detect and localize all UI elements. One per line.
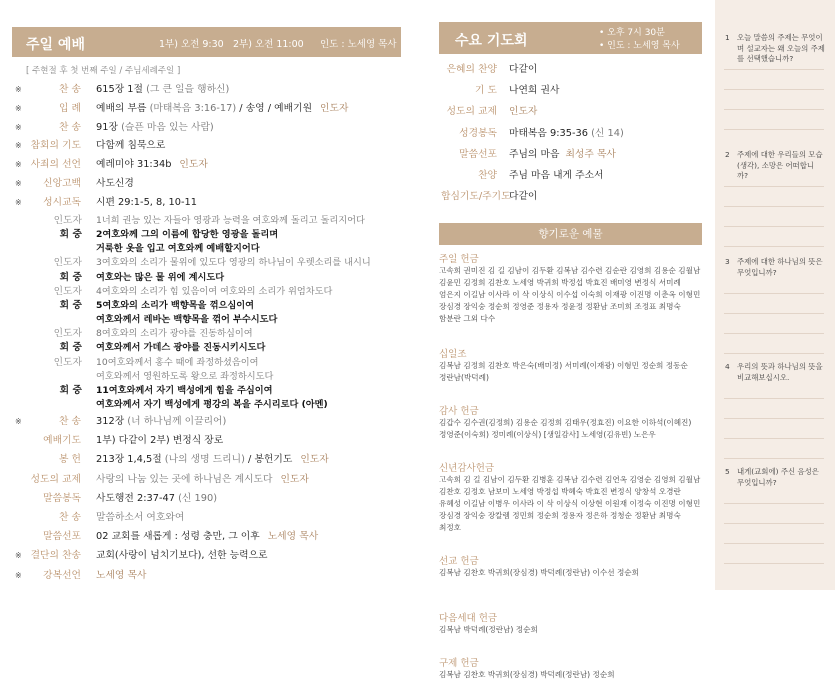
offering-group-title: 신년감사헌금 [439,463,495,474]
order-extra: / 송영 / 예배기원 [236,102,313,114]
bullet-mark: ※ [15,551,22,561]
reading-text: 여호와께서 자기 백성에게 평강의 복을 주시리로다 (아멘) [96,398,328,410]
answer-line [724,69,824,70]
order-main: 교회(사랑이 넘치기보다), 선한 능력으로 [96,550,268,562]
order-main: 91장 [96,121,118,133]
sunday-title: 주일 예배 [26,37,85,53]
wednesday-main: 인도자 [509,106,538,118]
order-main: 사랑의 나눔 있는 곳에 하나님은 계시도다 [96,473,273,485]
reading-role: 인도자 [53,356,82,368]
order-label: 결단의 찬송 [30,550,81,562]
order-label: 참회의 기도 [30,140,81,152]
sunday-note: [ 주현절 후 첫 번째 주일 / 주님세례주일 ] [26,66,181,76]
question-number: 3 [725,257,730,266]
wednesday-value [509,82,559,100]
offering-header: 향기로운 예물 [439,223,702,245]
order-label: 사죄의 선언 [30,159,81,171]
order-label: 신앙고백 [43,178,81,189]
order-value [96,490,217,508]
wednesday-leader: 최성주 목사 [565,148,616,160]
order-value [96,471,309,489]
reading-text: 여호와께서 영원하도록 왕으로 좌정하시도다 [96,370,274,382]
order-leader: 인도자 [300,454,329,466]
reading-text: 거룩한 옷을 입고 여호와께 예배할지어다 [96,243,260,255]
order-value [96,528,318,546]
reading-role: 회 중 [59,384,82,396]
wednesday-main: 마태복음 9:35-36 [509,127,588,139]
reading-role: 인도자 [53,328,82,340]
offering-group-title: 감사 헌금 [439,406,479,417]
order-main: 말씀하소서 여호와여 [96,512,185,523]
order-note: (나의 생명 드리니) [164,454,245,466]
wednesday-value [509,61,537,79]
order-label: 말씀선포 [43,531,81,543]
reading-role: 회 중 [59,271,82,283]
answer-line [724,333,824,334]
question-item [725,257,825,278]
order-main: 1부) 다같이 [96,435,148,447]
wednesday-header [439,22,702,54]
question-text: 우리의 뜻과 하나님의 뜻을 비교해보십시오. [737,362,823,382]
reading-role: 인도자 [53,257,82,269]
question-number: 1 [725,33,730,42]
reading-text: 여호와는 많은 물 위에 계시도다 [96,271,225,283]
order-main: 02 교회를 새롭게 : 성령 충만, 그 이후 [96,531,260,543]
order-main: 615장 1절 [96,84,143,95]
wednesday-main: 다같이 [509,191,538,203]
order-main: 예배의 부름 [96,102,147,114]
order-extra: 2부) 변정식 장로 [147,435,224,447]
order-note: (너 하나님께 이끌리어) [127,416,227,427]
question-item [725,33,825,65]
question-item [725,467,825,488]
answer-line [724,523,824,524]
wednesday-main: 주님 마음 내게 주소서 [509,170,604,181]
order-value [96,100,348,118]
reading-text: 1너희 권능 있는 자들아 영광과 능력을 여호와께 돌리고 돌리지어다 [96,215,365,226]
order-main: 예레미야 31:34b [96,159,172,171]
order-value [96,509,184,527]
order-label: 찬 송 [58,512,81,523]
offering-group-title: 십일조 [439,349,467,360]
order-label: 강복선언 [43,569,81,581]
order-value [96,81,229,99]
question-number: 2 [725,150,730,159]
reading-text: 3여호와의 소리가 물위에 있도다 영광의 하나님이 우렛소리를 내시니 [96,257,371,269]
offering-names: 고속희 김 길 김남이 김두환 김병훈 김복남 김수련 김연옥 김영순 김영희 김월남 김찬호 김정호 남보미 노세영 박정섭 박혜숙 박효진 변정식 양창석 오경란 유혜성 이길남 이병우 이사라 이 삭 이상식 이상현 이원재 이정숙 이진명 이형민 장심경 장익숭 장칼렘 정민희 정순희 정용자 정은하 정청순 정환남 최명숙 최정호 [439,475,701,532]
wednesday-label: 성경봉독 [459,127,497,139]
question-item [725,362,825,383]
wednesday-note: (신 14) [591,127,624,139]
sunday-time2: 2부) 오전 11:00 [233,39,304,50]
order-label: 찬 송 [58,121,81,133]
bullet-mark: ※ [15,122,22,132]
wednesday-label: 찬양 [478,170,497,181]
offering-group-title: 선교 헌금 [439,556,479,567]
offering-group-title: 다음세대 헌금 [439,613,498,624]
answer-line [724,129,824,130]
order-main: 시편 29:1-5, 8, 10-11 [96,196,197,208]
answer-line [724,313,824,314]
order-value [96,194,197,212]
answer-line [724,438,824,439]
answer-line [724,186,824,187]
answer-line [724,293,824,294]
order-label: 찬 송 [58,416,81,427]
order-value [96,137,165,155]
answer-line [724,543,824,544]
reading-role: 회 중 [59,300,82,311]
answer-line [724,418,824,419]
reading-text: 4여호와의 소리가 힘 있음이여 여호와의 소리가 위엄차도다 [96,285,333,297]
reading-role: 회 중 [59,229,82,241]
order-value [96,547,268,565]
answer-line [724,89,824,90]
wednesday-label: 은혜의 찬양 [446,64,497,75]
offering-names: 김복남 김정희 김찬호 박은숙(배미정) 서미례(이재광) 이형민 정순희 정동순 정란남(박덕례) [439,361,688,382]
sunday-header [12,27,401,57]
sunday-preacher: 인도 : 노세영 목사 [320,39,397,50]
offering-group-title: 주일 헌금 [439,254,479,265]
wednesday-main: 주님의 마음 [509,148,560,160]
question-text: 내게(교회에) 주신 음성은 무엇입니까? [737,467,819,487]
offering-names: 김복남 김찬호 박귀희(장심경) 박덕례(정란남) 이수선 정순희 [439,568,639,577]
bullet-mark: ※ [15,160,22,170]
wednesday-label: 기 도 [474,85,497,97]
order-label: 성도의 교제 [30,473,81,485]
question-text: 주제에 대한 하나님의 뜻은 무엇입니까? [737,257,823,277]
offering-names: 김갑수 김수권(김정희) 김용순 김정희 김태우(정효진) 이요한 이하석(이혜진) 정영준(이숙희) 정미례(이상식) [생일감사] 노세영(김유빈) 노은우 [439,418,692,439]
bullet-mark: ※ [15,570,22,580]
wednesday-value [509,125,624,143]
order-value [96,567,146,585]
order-note: (슬픈 마음 있는 사람) [121,121,214,133]
answer-line [724,246,824,247]
order-leader: 노세영 목사 [267,531,319,543]
wednesday-time: • 오후 7시 30분 [599,28,665,38]
order-note: (그 큰 일을 행하신) [146,84,230,95]
order-main: 다함께 침묵으로 [96,140,166,152]
bullet-mark: ※ [15,103,22,113]
reading-text: 2여호와께 그의 이름에 합당한 영광을 돌리며 [96,229,279,241]
answer-line [724,206,824,207]
reading-text: 10여호와께서 홍수 때에 좌정하셨음이여 [96,356,259,368]
order-main: 213장 1,4,5절 [96,454,162,466]
wednesday-value [509,188,537,206]
question-text: 오늘 말씀의 주제는 무엇이며 설교자는 왜 오늘의 주제를 선택했습니까? [737,33,825,63]
reading-role: 인도자 [53,215,82,226]
offering-group-title: 구제 헌금 [439,658,479,669]
order-label: 예배기도 [43,435,81,447]
wednesday-label: 말씀선포 [459,148,497,160]
order-main: 노세영 목사 [96,569,147,581]
answer-line [724,226,824,227]
order-label: 봉 헌 [58,454,81,466]
order-value [96,432,223,450]
question-number: 5 [725,467,730,476]
answer-line [724,353,824,354]
answer-line [724,398,824,399]
wednesday-label: 합심기도/주기도 [441,191,511,203]
wednesday-value [509,103,537,121]
reading-role: 인도자 [53,285,82,297]
sunday-time1: 1부) 오전 9:30 [159,39,224,50]
wednesday-preacher: • 인도 : 노세영 목사 [599,41,680,51]
order-label: 말씀봉독 [43,492,81,504]
wednesday-label: 성도의 교제 [446,106,497,118]
wednesday-value [509,146,616,164]
answer-line [724,458,824,459]
order-main: 사도행전 2:37-47 [96,492,175,504]
question-number: 4 [725,362,730,371]
order-label: 성시교독 [43,196,81,208]
answer-line [724,563,824,564]
answer-line [724,503,824,504]
offering-names: 김복남 김찬호 박귀희(장심경) 박덕례(정란남) 정순희 [439,670,615,679]
bullet-mark: ※ [15,197,22,207]
reading-role: 회 중 [59,342,82,354]
order-note: (신 190) [178,492,218,504]
order-value [96,413,226,431]
order-leader: 인도자 [320,102,349,114]
order-value [96,175,134,193]
order-main: 사도신경 [96,178,134,189]
order-extra: / 봉헌기도 [244,454,293,466]
order-label: 입 례 [58,102,81,114]
order-note: (마태복음 3:16-17) [149,102,237,114]
offering-names: 고속희 권미진 김 길 김남이 김두환 김복남 김수련 김순란 김영희 김용순 김월남 김윤민 김정희 김찬호 노세영 박귀희 박정섭 박효진 배미영 변정식 서미례 엄은지 이길남 이사라 이 삭 이상식 이수섭 이숙희 이재광 이진명 이춘옥 이형민 장심경 장익숭 정순희 정영준 정용자 정윤정 정환남 조미희 조정표 최명숙 함분란 그외 다수 [439,266,701,323]
order-leader: 인도자 [179,159,208,171]
bullet-mark: ※ [15,85,22,94]
order-leader: 인도자 [280,473,309,485]
bullet-mark: ※ [15,417,22,426]
wednesday-title: 수요 기도회 [455,33,528,49]
question-text: 주제에 대한 우리들의 모습 (생각), 소망은 어떠합니까? [737,150,823,180]
reading-text: 8여호와의 소리가 광야를 진동하심이여 [96,328,253,340]
reading-text: 11여호와께서 자기 백성에게 힘을 주심이여 [96,384,273,396]
wednesday-main: 나연희 권사 [509,85,560,97]
order-value [96,156,208,174]
answer-line [724,109,824,110]
bullet-mark: ※ [15,141,22,151]
reading-text: 여호와께서 가데스 광야를 진동시키시도다 [96,342,266,354]
reading-text: 여호와께서 레바논 백향목을 꺾어 부수시도다 [96,314,278,325]
reading-text: 5여호와의 소리가 백향목을 꺾으심이여 [96,300,254,311]
order-value [96,451,329,469]
question-item [725,150,825,182]
offering-names: 김복남 박덕례(정란남) 정순희 [439,625,538,634]
order-label: 찬 송 [58,84,81,95]
wednesday-value [509,167,604,185]
wednesday-main: 다같이 [509,64,538,75]
order-value [96,119,214,137]
bullet-mark: ※ [15,179,22,188]
order-main: 312장 [96,416,125,427]
